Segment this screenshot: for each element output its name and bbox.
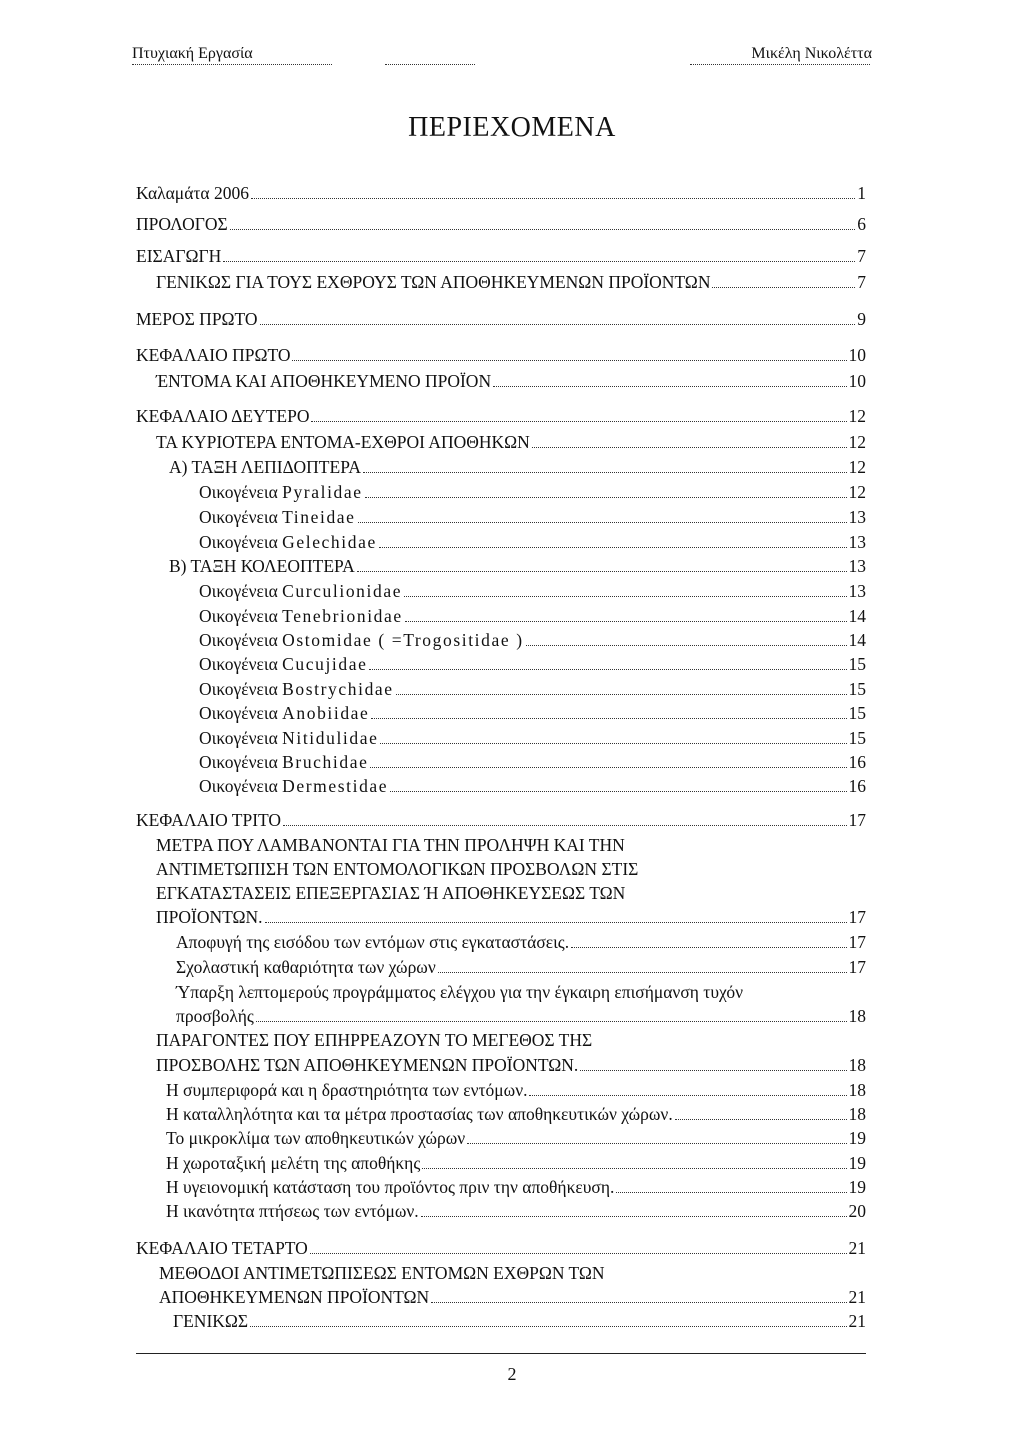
toc-entry[interactable] bbox=[199, 505, 866, 529]
toc-entry-title: Οικογένεια Nitidulidae bbox=[199, 728, 379, 748]
toc-entry-title: Οικογένεια Tenebrionidae bbox=[199, 606, 403, 626]
toc-entry-line: ΕΓΚΑΤΑΣΤΑΣΕΙΣ ΕΠΕΞΕΡΓΑΣΙΑΣ Ή ΑΠΟΘΗΚΕΥΣΕΩΣ ΤΩΝ bbox=[156, 883, 626, 903]
toc-entry-title: Οικογένεια Tineidae bbox=[199, 507, 356, 527]
toc-page-number: 17 bbox=[848, 932, 866, 952]
dot-leader bbox=[363, 472, 847, 473]
toc-page-number: 7 bbox=[857, 246, 866, 266]
dot-leader bbox=[260, 324, 856, 325]
dot-leader bbox=[311, 421, 846, 422]
toc-page-number: 17 bbox=[848, 957, 866, 977]
toc-page-number: 20 bbox=[848, 1201, 866, 1221]
dot-leader bbox=[529, 1095, 846, 1096]
dot-leader bbox=[526, 645, 847, 646]
toc-entry-title: Η υγειονομική κατάσταση του προϊόντος πριν την αποθήκευση. bbox=[166, 1177, 615, 1197]
toc-entry[interactable] bbox=[156, 430, 866, 454]
toc-page-number: 18 bbox=[848, 1055, 866, 1075]
dot-leader bbox=[371, 718, 846, 719]
toc-page-number: 13 bbox=[848, 556, 866, 576]
dot-leader bbox=[532, 447, 847, 448]
toc-entry[interactable] bbox=[156, 369, 866, 393]
toc-entry-title: Αποφυγή της εισόδου των εντόμων στις εγκαταστάσεις. bbox=[176, 932, 570, 952]
dot-leader bbox=[431, 1302, 846, 1303]
toc-entry[interactable] bbox=[173, 1309, 866, 1333]
toc-entry-title: Η χωροταξική μελέτη της αποθήκης bbox=[166, 1153, 421, 1173]
toc-page-number: 19 bbox=[848, 1153, 866, 1173]
dot-leader bbox=[223, 261, 855, 262]
toc-page-number: 15 bbox=[848, 679, 866, 699]
footer-rule bbox=[136, 1353, 866, 1354]
dot-leader bbox=[357, 571, 847, 572]
toc-page-number: 10 bbox=[848, 345, 866, 365]
toc-entry-line: ΠΑΡΑΓΟΝΤΕΣ ΠΟΥ ΕΠΗΡΡΕΑΖΟΥΝ ΤΟ ΜΕΓΕΘΟΣ ΤΗΣ bbox=[156, 1030, 593, 1050]
header-rule bbox=[690, 64, 870, 65]
toc-entry[interactable] bbox=[199, 530, 866, 554]
dot-leader bbox=[370, 767, 846, 768]
toc-entry[interactable] bbox=[156, 1053, 866, 1077]
toc-entry[interactable] bbox=[136, 244, 866, 268]
toc-page-number: 14 bbox=[848, 606, 866, 626]
toc-entry[interactable] bbox=[199, 750, 866, 774]
toc-entry-title: ΈΝΤΟΜΑ ΚΑΙ ΑΠΟΘΗΚΕΥΜΕΝΟ ΠΡΟΪΟΝ bbox=[156, 371, 492, 391]
toc-entry-title: ΚΕΦΑΛΑΙΟ ΠΡΩΤΟ bbox=[136, 345, 291, 365]
toc-entry-title: ΕΙΣΑΓΩΓΗ bbox=[136, 246, 222, 266]
toc-page-number: 21 bbox=[848, 1287, 866, 1307]
toc-entry[interactable] bbox=[166, 1199, 866, 1223]
toc-entry[interactable] bbox=[199, 480, 866, 504]
toc-page-number: 6 bbox=[857, 214, 866, 234]
toc-entry-title: ΚΕΦΑΛΑΙΟ ΔΕΥΤΕΡΟ bbox=[136, 406, 310, 426]
toc-page-number: 12 bbox=[848, 482, 866, 502]
dot-leader bbox=[467, 1143, 846, 1144]
toc-page-number: 13 bbox=[848, 507, 866, 527]
toc-page-number: 19 bbox=[848, 1177, 866, 1197]
toc-entry[interactable] bbox=[156, 270, 866, 294]
toc-entry[interactable] bbox=[136, 181, 866, 205]
toc-entry-title: Οικογένεια Pyralidae bbox=[199, 482, 363, 502]
toc-page-number: 17 bbox=[848, 810, 866, 830]
toc-entry-title: Οικογένεια Cucujidae bbox=[199, 654, 368, 674]
dot-leader bbox=[493, 386, 846, 387]
dot-leader bbox=[365, 497, 847, 498]
dot-leader bbox=[379, 547, 847, 548]
toc-entry-title: Το μικροκλίμα των αποθηκευτικών χώρων bbox=[166, 1128, 466, 1148]
toc-page-number: 19 bbox=[848, 1128, 866, 1148]
toc-entry[interactable] bbox=[136, 343, 866, 367]
toc-entry[interactable] bbox=[136, 1236, 866, 1260]
toc-entry-line: Ύπαρξη λεπτομερούς προγράμματος ελέγχου για την έγκαιρη επισήμανση τυχόν bbox=[176, 982, 744, 1002]
toc-page-number: 12 bbox=[848, 432, 866, 452]
toc-page-number: 18 bbox=[848, 1006, 866, 1026]
toc-entry-title: Οικογένεια Anobiidae bbox=[199, 703, 370, 723]
toc-entry[interactable] bbox=[156, 905, 866, 929]
toc-page-number: 16 bbox=[848, 776, 866, 796]
toc-entry-title: προσβολής bbox=[176, 1006, 254, 1026]
toc-page-number: 18 bbox=[848, 1080, 866, 1100]
toc-entry[interactable] bbox=[166, 1102, 866, 1126]
dot-leader bbox=[256, 1021, 847, 1022]
toc-entry[interactable] bbox=[199, 701, 866, 725]
toc-entry[interactable] bbox=[199, 677, 866, 701]
dot-leader bbox=[405, 621, 847, 622]
toc-entry-title: Οικογένεια Dermestidae bbox=[199, 776, 389, 796]
dot-leader bbox=[404, 596, 846, 597]
dot-leader bbox=[292, 360, 846, 361]
toc-page-number: 17 bbox=[848, 907, 866, 927]
toc-page-number: 14 bbox=[848, 630, 866, 650]
toc-entry[interactable] bbox=[199, 726, 866, 750]
toc-page-number: 18 bbox=[848, 1104, 866, 1124]
toc-entry[interactable] bbox=[169, 455, 866, 479]
toc-entry[interactable] bbox=[136, 404, 866, 428]
dot-leader bbox=[380, 743, 846, 744]
toc-entry-title: Σχολαστική καθαριότητα των χώρων bbox=[176, 957, 436, 977]
dot-leader bbox=[251, 198, 855, 199]
toc-entry[interactable] bbox=[166, 1151, 866, 1175]
toc-page-number: 7 bbox=[857, 272, 866, 292]
toc-entry-title: Οικογένεια Ostomidae ( =Trogositidae ) bbox=[199, 630, 524, 650]
toc-page-number: 15 bbox=[848, 728, 866, 748]
toc-entry-title: Οικογένεια Bostrychidae bbox=[199, 679, 394, 699]
toc-page-number: 16 bbox=[848, 752, 866, 772]
toc-entry-title: Β) ΤΑΞΗ ΚΟΛΕΟΠΤΕΡΑ bbox=[169, 556, 355, 576]
toc-entry-title: Οικογένεια Bruchidae bbox=[199, 752, 369, 772]
toc-entry-title: ΤΑ ΚΥΡΙΟΤΕΡΑ ΕΝΤΟΜΑ-ΕΧΘΡΟΙ ΑΠΟΘΗΚΩΝ bbox=[156, 432, 530, 452]
toc-entry-title: Α) ΤΑΞΗ ΛΕΠΙΔΟΠΤΕΡΑ bbox=[169, 457, 361, 477]
page-number: 2 bbox=[507, 1364, 517, 1384]
dot-leader bbox=[580, 1070, 846, 1071]
header-right: Μικέλη Νικολέττα bbox=[751, 45, 872, 62]
dot-leader bbox=[396, 694, 847, 695]
dot-leader bbox=[250, 1326, 846, 1327]
toc-page-number: 15 bbox=[848, 654, 866, 674]
toc-page-number: 15 bbox=[848, 703, 866, 723]
dot-leader bbox=[265, 922, 847, 923]
toc-entry[interactable] bbox=[159, 1285, 866, 1309]
header-rule bbox=[385, 64, 475, 65]
dot-leader bbox=[358, 522, 847, 523]
toc-page-number: 12 bbox=[848, 406, 866, 426]
toc-page-number: 1 bbox=[857, 183, 866, 203]
toc-entry-title: ΓΕΝΙΚΩΣ ΓΙΑ ΤΟΥΣ ΕΧΘΡΟΥΣ ΤΩΝ ΑΠΟΘΗΚΕΥΜΕΝΩΝ ΠΡΟΪΟΝΤΩΝ bbox=[156, 272, 711, 292]
dot-leader bbox=[369, 669, 846, 670]
dot-leader bbox=[438, 972, 847, 973]
toc-entry-title: Καλαμάτα 2006 bbox=[136, 183, 249, 203]
toc-entry[interactable] bbox=[176, 1004, 866, 1028]
dot-leader bbox=[675, 1119, 847, 1120]
toc-page-number: 13 bbox=[848, 532, 866, 552]
dot-leader bbox=[616, 1192, 846, 1193]
header-rule bbox=[132, 64, 332, 65]
dot-leader bbox=[390, 791, 846, 792]
toc-entry-title: ΑΠΟΘΗΚΕΥΜΕΝΩΝ ΠΡΟΪΟΝΤΩΝ bbox=[159, 1287, 430, 1307]
toc-entry-title: ΓΕΝΙΚΩΣ bbox=[173, 1311, 249, 1331]
toc-entry-title: Η καταλληλότητα και τα μέτρα προστασίας των αποθηκευτικών χώρων. bbox=[166, 1104, 673, 1124]
toc-entry-title: ΠΡΟΛΟΓΟΣ bbox=[136, 214, 228, 234]
toc-entry-title: Οικογένεια Curculionidae bbox=[199, 581, 403, 601]
dot-leader bbox=[230, 229, 856, 230]
toc-entry-title: ΚΕΦΑΛΑΙΟ ΤΡΙΤΟ bbox=[136, 810, 282, 830]
toc-page-number: 21 bbox=[848, 1238, 866, 1258]
toc-entry[interactable] bbox=[136, 212, 866, 236]
toc-entry-line: ΑΝΤΙΜΕΤΩΠΙΣΗ ΤΩΝ ΕΝΤΟΜΟΛΟΓΙΚΩΝ ΠΡΟΣΒΟΛΩΝ ΣΤΙΣ bbox=[156, 859, 639, 879]
toc-entry[interactable] bbox=[199, 604, 866, 628]
toc-entry-title: ΚΕΦΑΛΑΙΟ ΤΕΤΑΡΤΟ bbox=[136, 1238, 308, 1258]
toc-entry[interactable] bbox=[199, 652, 866, 676]
toc-entry[interactable] bbox=[199, 628, 866, 652]
dot-leader bbox=[712, 287, 855, 288]
toc-entry[interactable] bbox=[166, 1126, 866, 1150]
dot-leader bbox=[422, 1168, 846, 1169]
toc-entry[interactable] bbox=[199, 774, 866, 798]
toc-page-number: 10 bbox=[848, 371, 866, 391]
dot-leader bbox=[283, 825, 846, 826]
dot-leader bbox=[421, 1216, 847, 1217]
toc-entry[interactable] bbox=[136, 808, 866, 832]
toc-entry-line: ΜΕΤΡΑ ΠΟΥ ΛΑΜΒΑΝΟΝΤΑΙ ΓΙΑ ΤΗΝ ΠΡΟΛΗΨΗ ΚΑΙ ΤΗΝ bbox=[156, 835, 625, 855]
toc-entry[interactable] bbox=[176, 930, 866, 954]
header-left: Πτυχιακή Εργασία bbox=[132, 45, 253, 62]
toc-entry-title: ΜΕΡΟΣ ΠΡΩΤΟ bbox=[136, 309, 258, 329]
toc-entry[interactable] bbox=[199, 579, 866, 603]
toc-entry-title: ΠΡΟΣΒΟΛΗΣ ΤΩΝ ΑΠΟΘΗΚΕΥΜΕΝΩΝ ΠΡΟΪΟΝΤΩΝ. bbox=[156, 1055, 579, 1075]
toc-page-number: 21 bbox=[848, 1311, 866, 1331]
toc-entry-line: ΜΕΘΟΔΟΙ ΑΝΤΙΜΕΤΩΠΙΣΕΩΣ ΕΝΤΟΜΩΝ ΕΧΘΡΩΝ ΤΩΝ bbox=[159, 1263, 605, 1283]
toc-entry[interactable] bbox=[136, 307, 866, 331]
toc-entry-title: ΠΡΟΪΟΝΤΩΝ. bbox=[156, 907, 263, 927]
toc-entry-title: Η συμπεριφορά και η δραστηριότητα των εντόμων. bbox=[166, 1080, 528, 1100]
toc-entry[interactable] bbox=[166, 1078, 866, 1102]
page-title: ΠΕΡΙΕΧΟΜΕΝΑ bbox=[408, 112, 616, 143]
toc-page-number: 9 bbox=[857, 309, 866, 329]
toc-entry-title: Οικογένεια Gelechidae bbox=[199, 532, 377, 552]
toc-entry-title: Η ικανότητα πτήσεως των εντόμων. bbox=[166, 1201, 419, 1221]
dot-leader bbox=[571, 947, 846, 948]
dot-leader bbox=[310, 1253, 847, 1254]
toc-entry[interactable] bbox=[176, 955, 866, 979]
toc-page-number: 13 bbox=[848, 581, 866, 601]
toc-page-number: 12 bbox=[848, 457, 866, 477]
toc-entry[interactable] bbox=[166, 1175, 866, 1199]
toc-entry[interactable] bbox=[169, 554, 866, 578]
